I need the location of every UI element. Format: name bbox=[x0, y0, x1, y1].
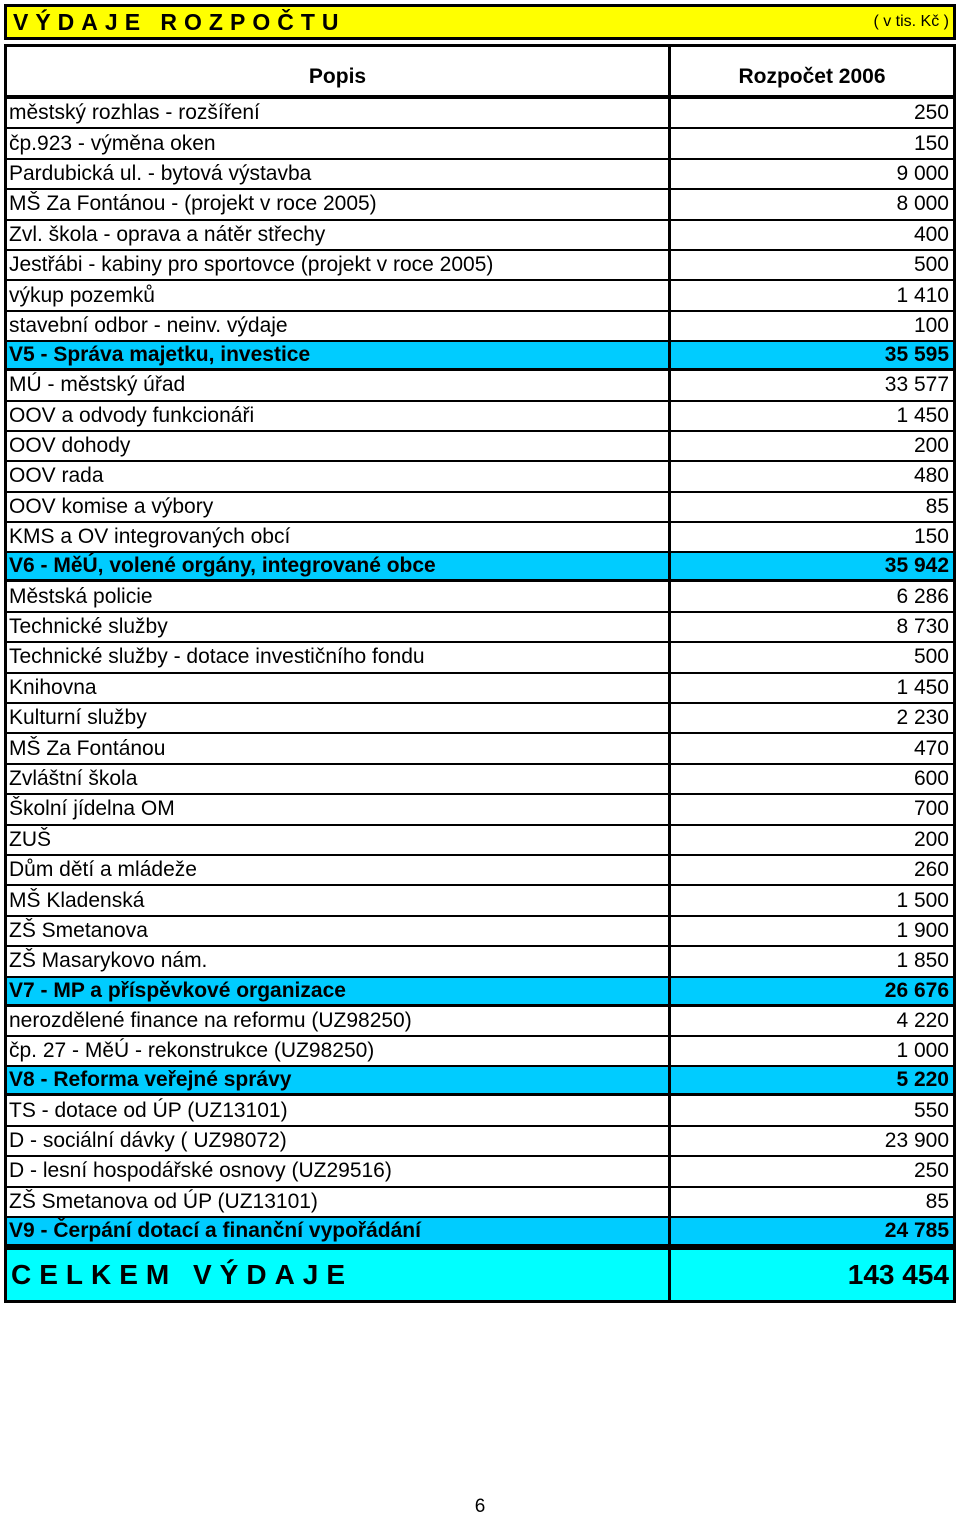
table-row bbox=[7, 402, 953, 432]
row-label: D - lesní hospodářské osnovy (UZ29516) bbox=[9, 1159, 392, 1183]
unit-label: ( v tis. Kč ) bbox=[873, 13, 949, 30]
column-header-description: Popis bbox=[7, 47, 671, 95]
row-label: ZŠ Masarykovo nám. bbox=[9, 949, 208, 973]
row-label: OOV a odvody funkcionáři bbox=[9, 403, 255, 427]
subtotal-row bbox=[7, 1218, 953, 1247]
row-label: MÚ - městský úřad bbox=[9, 373, 186, 397]
table-row bbox=[7, 1188, 953, 1218]
row-value: 85 bbox=[668, 1188, 953, 1216]
table-row bbox=[7, 462, 953, 492]
table-row bbox=[7, 251, 953, 281]
subtotal-row bbox=[7, 553, 953, 582]
table-row bbox=[7, 613, 953, 643]
row-label: V6 - MěÚ, volené orgány, integrované obce bbox=[9, 554, 436, 578]
table-row bbox=[7, 523, 953, 553]
row-label: výkup pozemků bbox=[9, 283, 155, 307]
row-label: OOV dohody bbox=[9, 434, 131, 458]
row-label: ZUŠ bbox=[9, 827, 51, 851]
table-row bbox=[7, 917, 953, 947]
row-value: 6 286 bbox=[668, 582, 953, 610]
row-value: 1 450 bbox=[668, 402, 953, 430]
row-value: 1 000 bbox=[668, 1037, 953, 1065]
table-row bbox=[7, 221, 953, 251]
row-value: 4 220 bbox=[668, 1007, 953, 1035]
row-label: čp.923 - výměna oken bbox=[9, 131, 216, 155]
row-value: 24 785 bbox=[668, 1218, 953, 1244]
row-value: 250 bbox=[668, 99, 953, 127]
table-row bbox=[7, 856, 953, 886]
table-row bbox=[7, 1037, 953, 1067]
row-label: Kulturní služby bbox=[9, 706, 147, 730]
row-label: OOV rada bbox=[9, 464, 104, 488]
row-value: 1 410 bbox=[668, 281, 953, 309]
row-value: 250 bbox=[668, 1157, 953, 1185]
table-row bbox=[7, 1007, 953, 1037]
table-body bbox=[4, 99, 956, 1247]
row-value: 1 500 bbox=[668, 886, 953, 914]
row-value: 700 bbox=[668, 795, 953, 823]
row-label: V7 - MP a příspěvkové organizace bbox=[9, 978, 346, 1002]
table-row bbox=[7, 281, 953, 311]
row-value: 23 900 bbox=[668, 1127, 953, 1155]
row-label: V8 - Reforma veřejné správy bbox=[9, 1068, 292, 1092]
row-value: 200 bbox=[668, 432, 953, 460]
total-row bbox=[4, 1247, 956, 1303]
row-label: MŠ Za Fontánou bbox=[9, 736, 166, 760]
row-label: ZŠ Smetanova od ÚP (UZ13101) bbox=[9, 1189, 318, 1213]
table-row bbox=[7, 432, 953, 462]
row-label: V9 - Čerpání dotací a finanční vypořádání bbox=[9, 1218, 421, 1242]
row-label: Pardubická ul. - bytová výstavba bbox=[9, 161, 312, 185]
row-label: Školní jídelna OM bbox=[9, 797, 175, 821]
row-label: OOV komise a výbory bbox=[9, 494, 214, 518]
row-value: 2 230 bbox=[668, 704, 953, 732]
table-row bbox=[7, 493, 953, 523]
row-value: 200 bbox=[668, 826, 953, 854]
table-row bbox=[7, 704, 953, 734]
row-label: D - sociální dávky ( UZ98072) bbox=[9, 1128, 287, 1152]
column-header-budget: Rozpočet 2006 bbox=[738, 65, 886, 88]
row-value: 85 bbox=[668, 493, 953, 521]
row-value: 600 bbox=[668, 765, 953, 793]
row-label: nerozdělené finance na reformu (UZ98250) bbox=[9, 1008, 412, 1032]
row-value: 33 577 bbox=[668, 371, 953, 399]
table-row bbox=[7, 947, 953, 977]
total-label: CELKEM VÝDAJE bbox=[11, 1258, 354, 1290]
row-label: Dům dětí a mládeže bbox=[9, 858, 197, 882]
row-label: Knihovna bbox=[9, 675, 97, 699]
row-value: 150 bbox=[668, 523, 953, 551]
subtotal-row bbox=[7, 978, 953, 1007]
title-bar bbox=[4, 4, 956, 40]
row-value: 1 900 bbox=[668, 917, 953, 945]
table-row bbox=[7, 795, 953, 825]
row-value: 8 000 bbox=[668, 190, 953, 218]
table-row bbox=[7, 734, 953, 764]
subtotal-row bbox=[7, 1067, 953, 1096]
row-label: čp. 27 - MěÚ - rekonstrukce (UZ98250) bbox=[9, 1039, 375, 1063]
row-label: Zvláštní škola bbox=[9, 767, 138, 790]
row-label: MŠ Za Fontánou - (projekt v roce 2005) bbox=[9, 192, 377, 216]
table-row bbox=[7, 1096, 953, 1126]
row-value: 26 676 bbox=[668, 978, 953, 1004]
row-value: 35 942 bbox=[668, 553, 953, 579]
row-label: Jestřábi - kabiny pro sportovce (projekt v roce 2005) bbox=[9, 253, 494, 277]
row-label: Technické služby - dotace investičního fondu bbox=[9, 645, 425, 669]
table-row bbox=[7, 99, 953, 129]
table-row bbox=[7, 371, 953, 401]
budget-sheet bbox=[4, 4, 956, 1303]
row-value: 35 595 bbox=[668, 342, 953, 368]
row-value: 260 bbox=[668, 856, 953, 884]
row-value: 9 000 bbox=[668, 160, 953, 188]
table-header bbox=[4, 44, 956, 99]
table-row bbox=[7, 129, 953, 159]
row-value: 150 bbox=[668, 129, 953, 157]
row-label: Zvl. škola - oprava a nátěr střechy bbox=[9, 222, 326, 246]
row-label: městský rozhlas - rozšíření bbox=[9, 101, 260, 125]
row-label: TS - dotace od ÚP (UZ13101) bbox=[9, 1098, 288, 1122]
row-label: stavební odbor - neinv. výdaje bbox=[9, 313, 288, 337]
row-label: KMS a OV integrovaných obcí bbox=[9, 525, 291, 549]
row-label: ZŠ Smetanova bbox=[9, 918, 148, 942]
row-value: 8 730 bbox=[668, 613, 953, 641]
row-label: Technické služby bbox=[9, 615, 168, 639]
row-value: 100 bbox=[668, 312, 953, 340]
row-value: 470 bbox=[668, 734, 953, 762]
row-value: 1 850 bbox=[668, 947, 953, 975]
total-value: 143 454 bbox=[668, 1250, 953, 1300]
row-value: 500 bbox=[668, 643, 953, 671]
table-row bbox=[7, 582, 953, 612]
row-value: 550 bbox=[668, 1096, 953, 1124]
row-value: 500 bbox=[668, 251, 953, 279]
table-row bbox=[7, 1127, 953, 1157]
table-row bbox=[7, 886, 953, 916]
row-value: 480 bbox=[668, 462, 953, 490]
table-row bbox=[7, 160, 953, 190]
table-row bbox=[7, 826, 953, 856]
table-row bbox=[7, 312, 953, 342]
table-row bbox=[7, 674, 953, 704]
page-title: VÝDAJE ROZPOČTU bbox=[13, 8, 346, 35]
row-value: 5 220 bbox=[668, 1067, 953, 1093]
row-label: V5 - Správa majetku, investice bbox=[9, 343, 311, 367]
subtotal-row bbox=[7, 342, 953, 371]
row-label: Městská policie bbox=[9, 584, 153, 608]
row-value: 1 450 bbox=[668, 674, 953, 702]
table-row bbox=[7, 1157, 953, 1187]
table-row bbox=[7, 765, 953, 795]
table-row bbox=[7, 190, 953, 220]
page-number: 6 bbox=[474, 1496, 486, 1517]
row-value: 400 bbox=[668, 221, 953, 249]
row-label: MŠ Kladenská bbox=[9, 888, 145, 912]
table-row bbox=[7, 643, 953, 673]
